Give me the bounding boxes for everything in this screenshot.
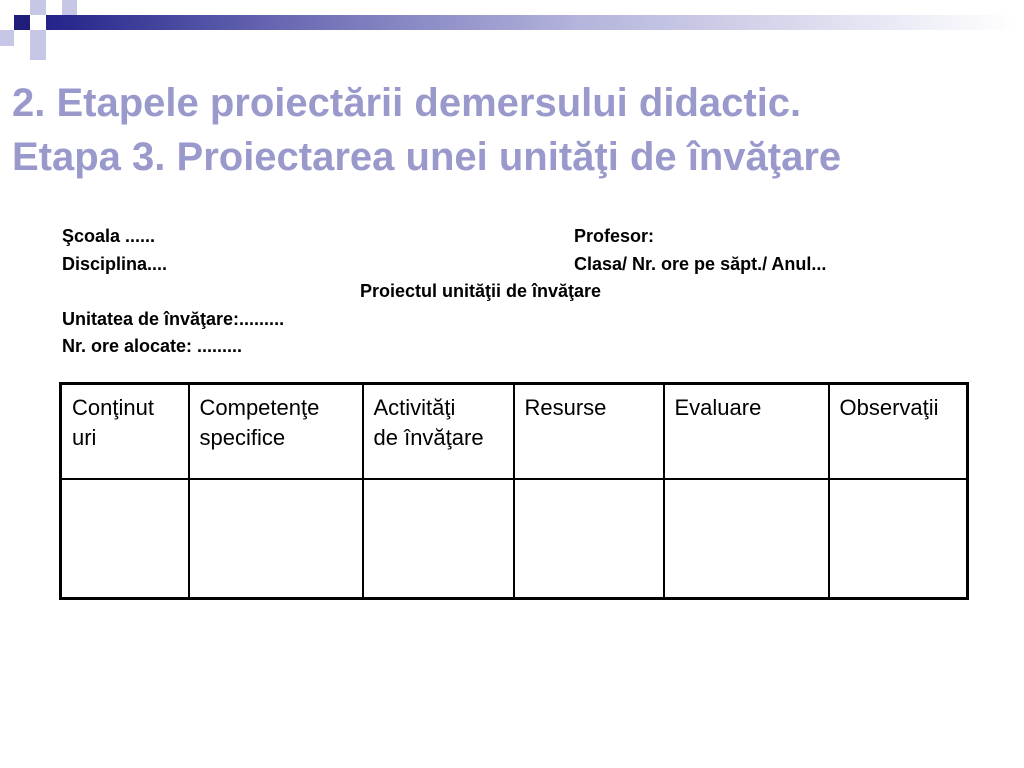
slide-title-line: Etapa 3. Proiectarea unei unităţi de învăţare [12,135,842,179]
header-competente [189,384,363,479]
table-header-row [61,384,968,479]
decorative-square [62,0,77,15]
header-line: Competenţe [199,395,320,420]
table-cell [189,479,363,599]
header-line: Conţinut [72,395,154,420]
info-scoala: Şcoala ...... [62,226,156,246]
decorative-square [30,0,46,15]
header-evaluare [664,384,829,479]
header-line: uri [72,425,97,450]
decorative-square [0,30,14,46]
header-line: de învăţare [373,425,484,450]
table-cell [664,479,829,599]
header-line: Observaţii [839,395,939,420]
header-line: specifice [199,425,286,450]
table-cell [61,479,189,599]
slide-title [12,76,841,184]
header-resurse [514,384,664,479]
decorative-square [30,30,46,46]
info-disciplina: Disciplina.... [62,254,168,274]
decorative-square [14,15,30,30]
header-observatii [829,384,968,479]
header-line: Activităţi [373,395,456,420]
table-cell [363,479,514,599]
info-profesor: Profesor: [574,226,655,246]
header-activitati [363,384,514,479]
table-cell [514,479,664,599]
info-proiect-title: Proiectul unităţii de învăţare [360,281,602,301]
info-nr-ore: Nr. ore alocate: ......... [62,336,243,356]
header-line: Resurse [524,395,607,420]
table-cell [829,479,968,599]
unit-plan-table [59,382,969,600]
info-unitatea: Unitatea de învăţare:......... [62,309,285,329]
info-clasa: Clasa/ Nr. ore pe săpt./ Anul... [574,254,827,274]
header-continuturi [61,384,189,479]
header-line: Evaluare [674,395,762,420]
decorative-square [30,46,46,60]
decorative-gradient-bar [46,15,1016,30]
slide-title-line: 2. Etapele proiectării demersului didactic. [12,81,802,125]
table-row [61,479,968,599]
